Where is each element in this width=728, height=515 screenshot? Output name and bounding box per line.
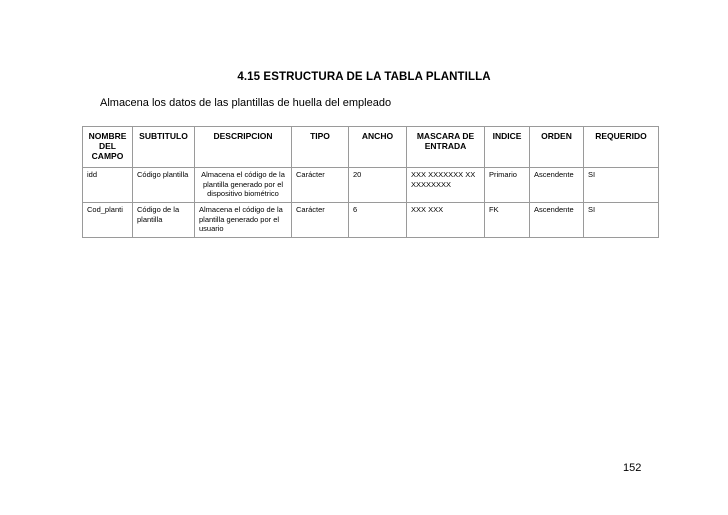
table-row <box>83 168 659 203</box>
page-number: 152 <box>623 462 642 474</box>
cell-orden: Ascendente <box>530 168 584 203</box>
cell-indice: FK <box>485 203 530 238</box>
structure-table <box>82 126 659 238</box>
column-header-requerido: REQUERIDO <box>584 127 659 168</box>
column-header-indice: INDICE <box>485 127 530 168</box>
cell-subtitulo: Código de la plantilla <box>133 203 195 238</box>
column-header-ancho: ANCHO <box>349 127 407 168</box>
table-description: Almacena los datos de las plantillas de huella del empleado <box>100 97 392 109</box>
cell-indice: Primario <box>485 168 530 203</box>
cell-orden: Ascendente <box>530 203 584 238</box>
column-header-mascara-de-entrada: MASCARA DE ENTRADA <box>407 127 485 168</box>
cell-ancho: 20 <box>349 168 407 203</box>
cell-ancho: 6 <box>349 203 407 238</box>
cell-tipo: Carácter <box>292 168 349 203</box>
page-title: 4.15 ESTRUCTURA DE LA TABLA PLANTILLA <box>237 71 491 83</box>
cell-mascara-de-entrada: XXX XXXXXXX XX XXXXXXXX <box>407 168 485 203</box>
cell-descripcion: Almacena el código de la plantilla generado por el dispositivo biométrico <box>195 168 292 203</box>
cell-descripcion: Almacena el código de la plantilla generado por el usuario <box>195 203 292 238</box>
column-header-tipo: TIPO <box>292 127 349 168</box>
cell-tipo: Carácter <box>292 203 349 238</box>
column-header-descripcion: DESCRIPCION <box>195 127 292 168</box>
column-header-nombre-del-campo: NOMBRE DEL CAMPO <box>83 127 133 168</box>
table-header-row <box>83 127 659 168</box>
cell-mascara-de-entrada: XXX XXX <box>407 203 485 238</box>
column-header-subtitulo: SUBTITULO <box>133 127 195 168</box>
structure-table-container <box>82 126 658 238</box>
cell-requerido: SI <box>584 168 659 203</box>
cell-requerido: SI <box>584 203 659 238</box>
table-row <box>83 203 659 238</box>
cell-nombre-del-campo: Cod_planti <box>83 203 133 238</box>
cell-subtitulo: Código plantilla <box>133 168 195 203</box>
cell-nombre-del-campo: idd <box>83 168 133 203</box>
column-header-orden: ORDEN <box>530 127 584 168</box>
